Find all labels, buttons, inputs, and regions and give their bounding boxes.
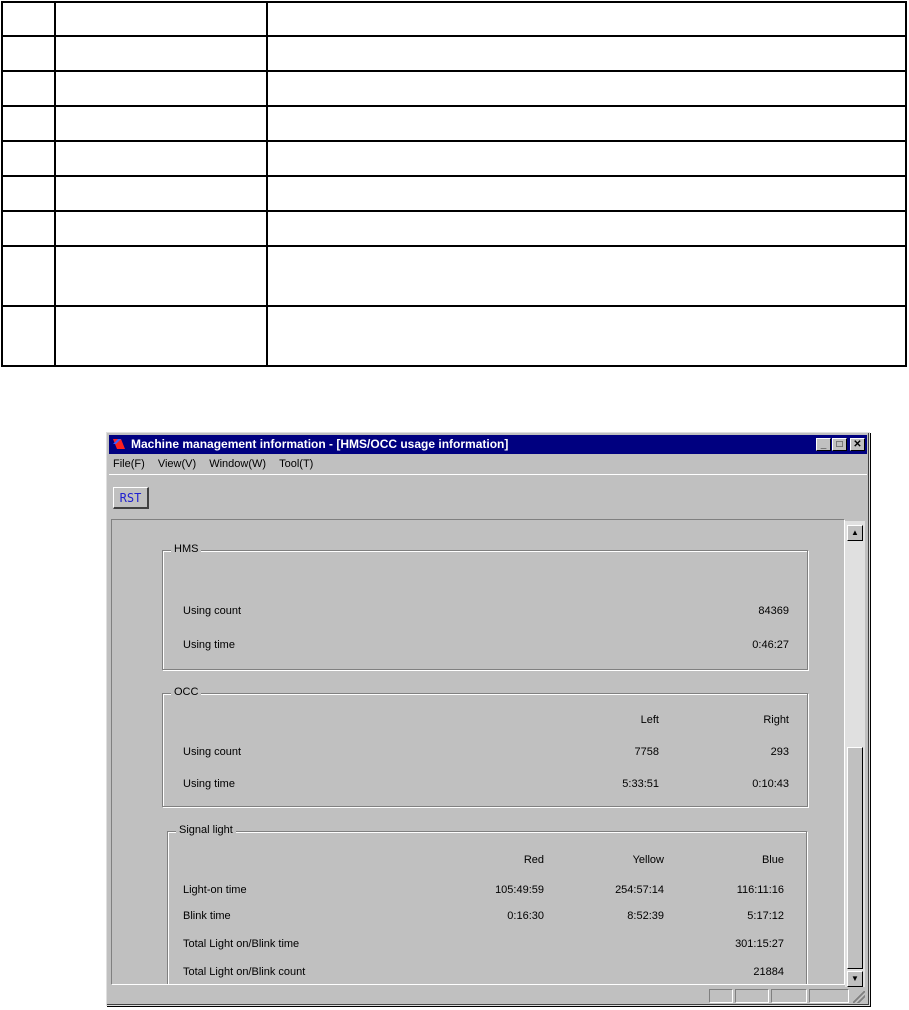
empty-table [1,1,907,367]
menu-file[interactable]: File(F) [113,458,145,470]
toolbar [109,474,867,505]
occ-using-count-left: 7758 [634,746,659,758]
machine-management-window [106,432,870,1006]
menu-bar [109,455,867,473]
light-on-time-blue: 116:11:16 [736,884,784,896]
scroll-up-arrow-icon[interactable]: ▲ [847,525,863,541]
signal-light-group [167,824,807,985]
scroll-thumb[interactable] [847,747,863,969]
occ-using-count-right: 293 [770,746,789,758]
menu-window[interactable]: Window(W) [209,458,267,470]
signal-light-label: Signal light [176,824,236,836]
hms-using-time-label: Using time [183,639,235,651]
menu-view[interactable]: View(V) [157,458,197,470]
status-cell [735,989,769,1003]
hms-using-time-value: 0:46:27 [752,639,789,651]
usage-panel [111,519,845,985]
blink-time-label: Blink time [183,910,231,922]
rst-button[interactable]: RST [113,487,149,509]
table-row [2,2,906,36]
table-row [2,141,906,176]
table-row [2,211,906,246]
status-cell [771,989,807,1003]
window-title: Machine management information - [HMS/OCC usage information] [131,437,509,451]
vertical-scrollbar[interactable] [845,521,865,987]
table-row [2,176,906,211]
total-count-label: Total Light on/Blink count [183,966,306,978]
title-bar[interactable] [109,435,867,454]
light-on-time-red: 105:49:59 [495,884,544,896]
scroll-down-arrow-icon[interactable]: ▼ [847,971,863,987]
signal-col-blue: Blue [761,854,784,866]
table-row [2,246,906,306]
signal-col-yellow: Yellow [632,854,664,866]
total-time-value: 301:15:27 [735,938,784,950]
occ-label: OCC [171,686,201,698]
table-row [2,36,906,71]
hms-using-count-label: Using count [183,605,242,617]
occ-using-count-label: Using count [183,746,242,758]
occ-col-left: Left [640,714,659,726]
light-on-time-label: Light-on time [183,884,247,896]
total-time-label: Total Light on/Blink time [183,938,300,950]
occ-group [162,686,808,807]
occ-using-time-right: 0:10:43 [752,778,789,790]
table-row [2,306,906,366]
hms-label: HMS [171,543,201,555]
minimize-button[interactable]: _ [816,438,831,451]
signal-col-red: Red [523,854,544,866]
hms-using-count-value: 84369 [758,605,789,617]
table-row [2,106,906,141]
total-count-value: 21884 [753,966,784,978]
table-row [2,71,906,106]
resize-grip-icon[interactable] [853,991,865,1003]
status-cell [709,989,733,1003]
occ-col-right: Right [763,714,789,726]
maximize-button[interactable]: □ [832,438,847,451]
status-bar [109,987,867,1005]
status-cell [809,989,849,1003]
app-icon [112,437,126,451]
light-on-time-yellow: 254:57:14 [615,884,664,896]
occ-using-time-left: 5:33:51 [622,778,659,790]
menu-tool[interactable]: Tool(T) [279,458,314,470]
occ-using-time-label: Using time [183,778,235,790]
close-button[interactable]: ✕ [850,438,865,451]
blink-time-red: 0:16:30 [507,910,544,922]
blink-time-blue: 5:17:12 [747,910,784,922]
blink-time-yellow: 8:52:39 [627,910,664,922]
hms-group [162,543,808,670]
